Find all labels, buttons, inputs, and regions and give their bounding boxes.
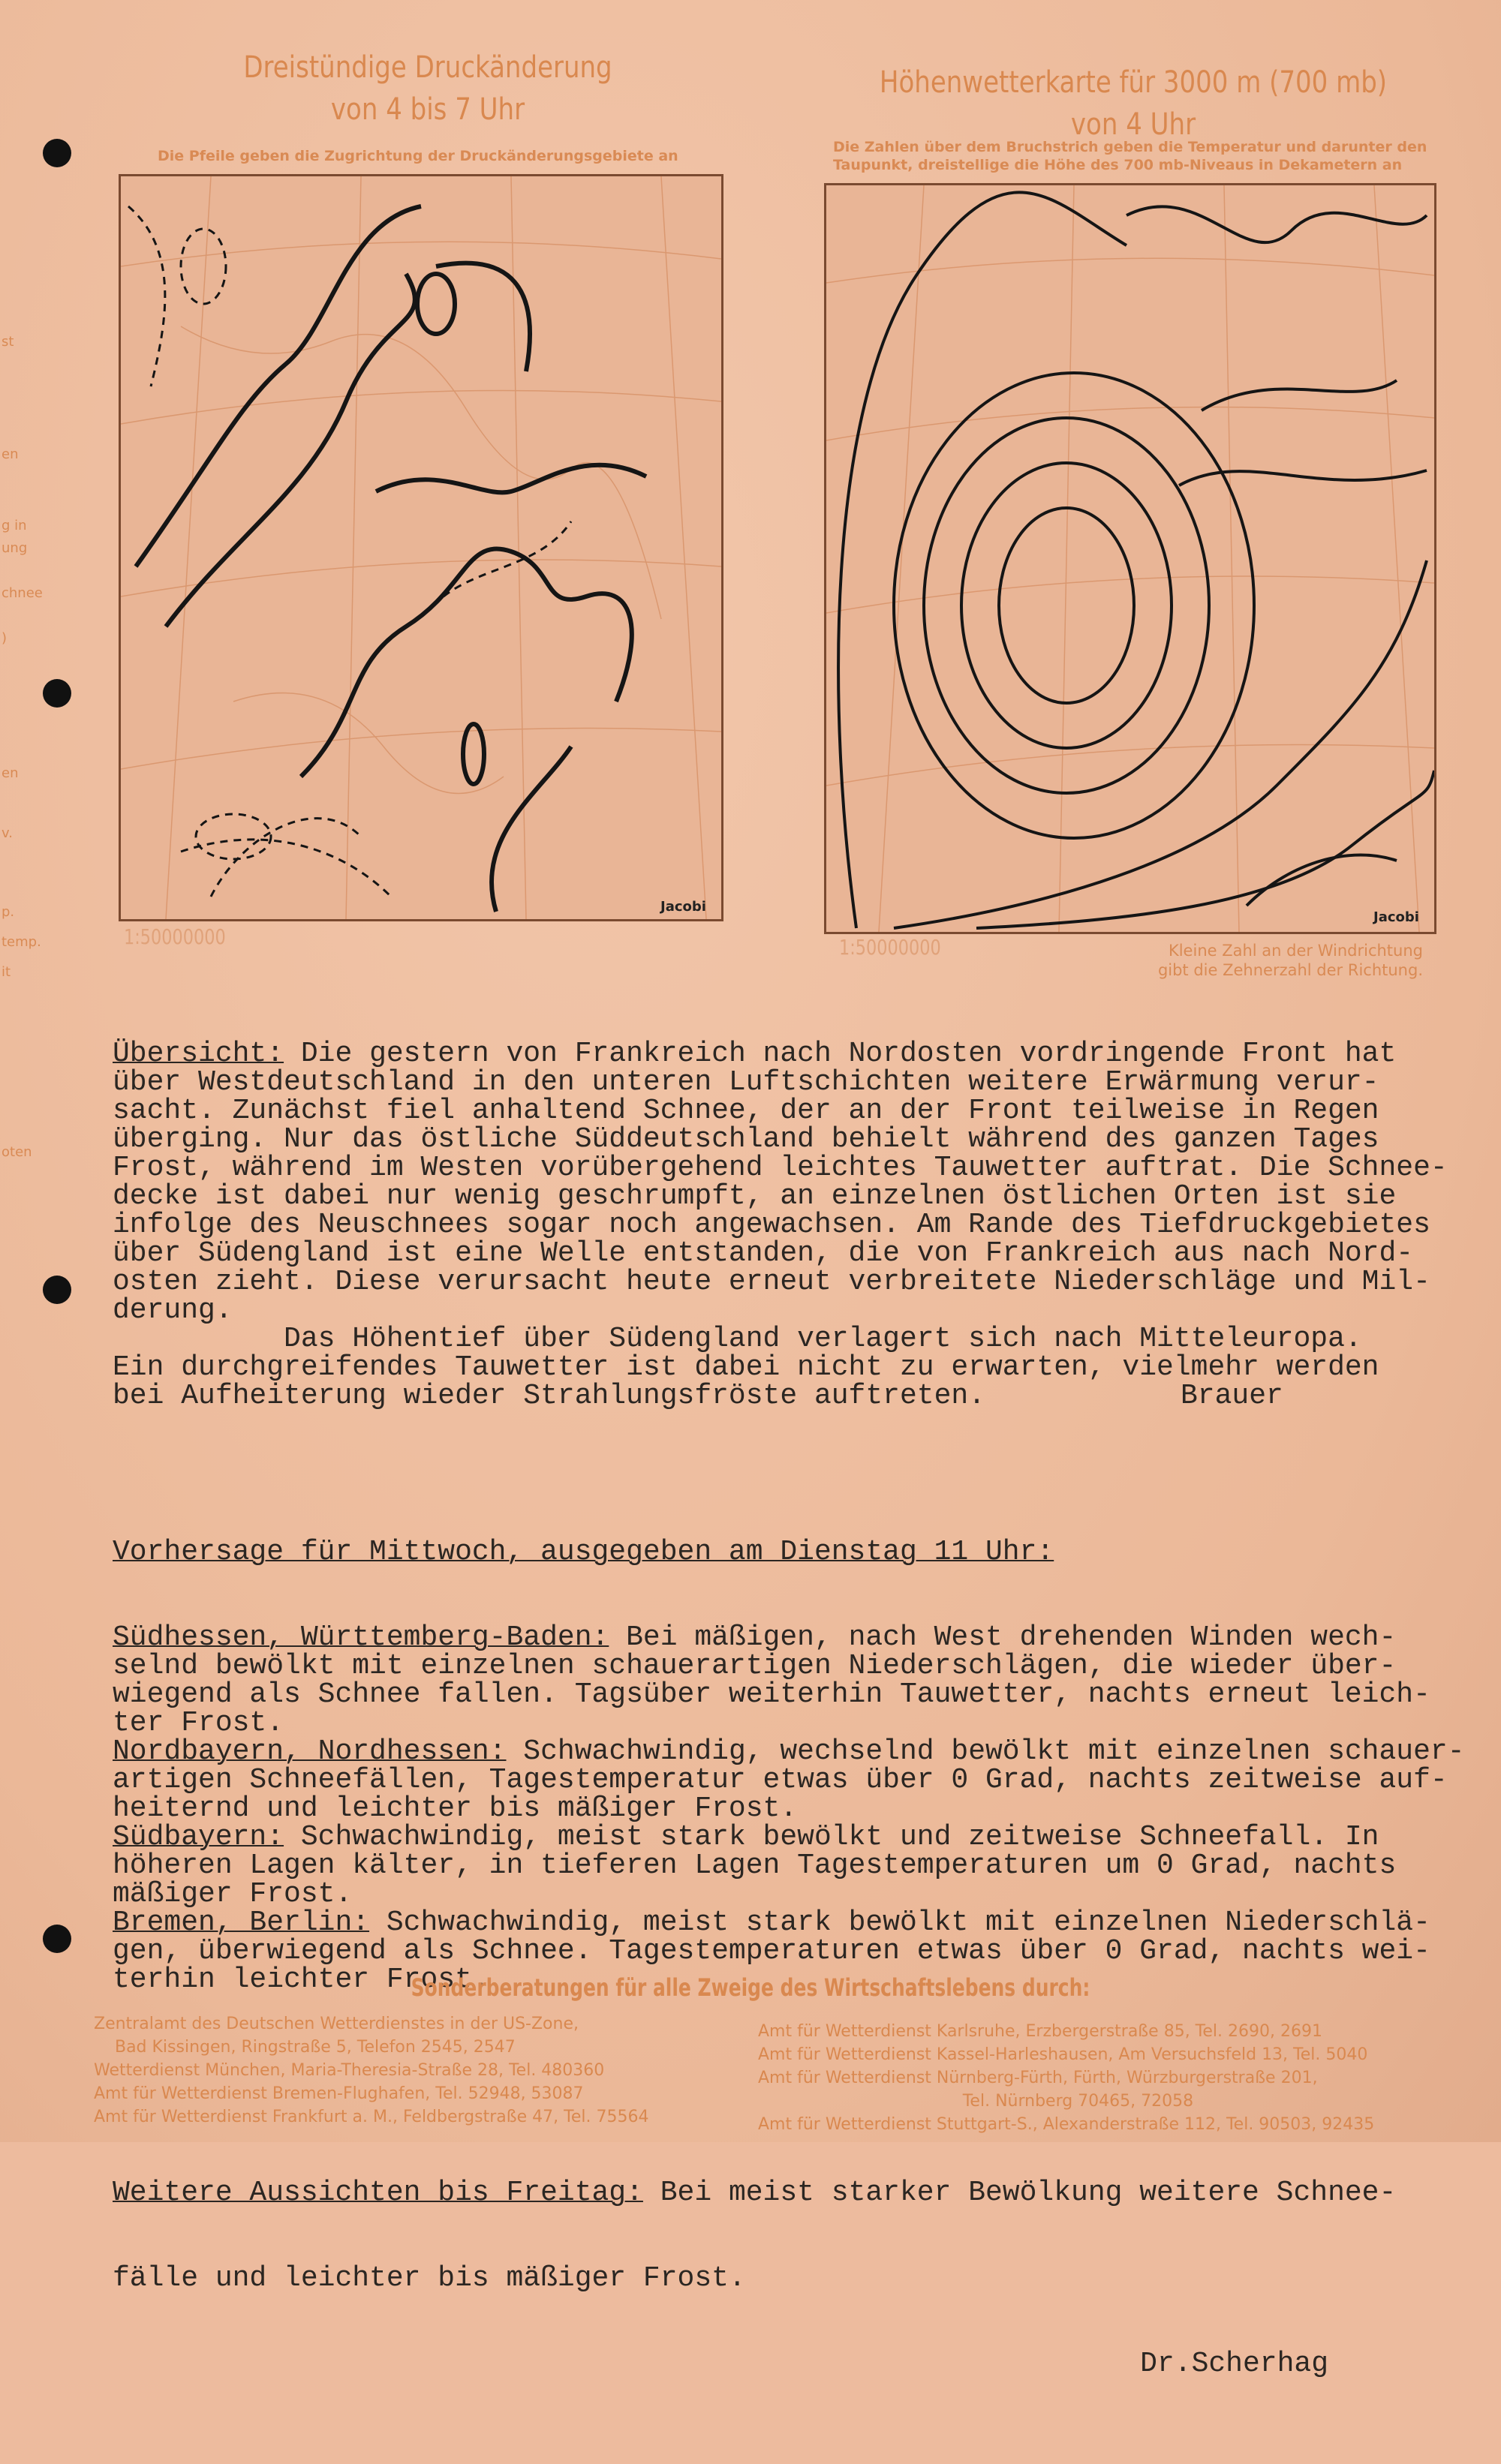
punch-hole: [43, 139, 71, 167]
region-line: [113, 1652, 1463, 1681]
margin-fragment: ung: [2, 540, 28, 556]
footer-heading: Sonderberatungen für alle Zweige des Wirtschaftslebens durch:: [411, 1973, 1090, 2002]
region-line: [113, 1792, 1463, 1825]
subtitle-line: Die Zahlen über dem Bruchstrich geben die Temperatur und darunter den: [833, 139, 1427, 155]
outlook-text: Bei meist starker Bewölkung weitere Schnee-: [642, 2177, 1397, 2209]
overview-line: [113, 1325, 1463, 1354]
region-text: wiegend als Schnee fallen. Tagsüber weiterhin Tauwetter, nachts erneut leich-: [113, 1678, 1430, 1711]
region-text: Schwachwindig, meist stark bewölkt mit einzelnen Niederschlä-: [369, 1907, 1430, 1939]
forecast-regions: [113, 1621, 1465, 1996]
overview-line: [113, 1040, 1463, 1068]
footer-address-line: Wetterdienst München, Maria-Theresia-Straße 28, Tel. 480360: [94, 2061, 605, 2080]
region-label: Südbayern:: [113, 1821, 284, 1853]
region-text: gen, überwiegend als Schnee. Tagestemperaturen etwas über 0 Grad, nachts wei-: [113, 1935, 1430, 1967]
note-line: Kleine Zahl an der Windrichtung: [1168, 942, 1423, 960]
region-line: [113, 1621, 1463, 1654]
right-map-title-line: von 4 Uhr: [1070, 107, 1196, 142]
region-text: höheren Lagen kälter, in tieferen Lagen Tagestemperaturen um 0 Grad, nachts: [113, 1850, 1397, 1882]
region-line: [113, 1852, 1463, 1880]
margin-fragment: temp.: [2, 934, 41, 950]
footer-right-addresses: [758, 2020, 1374, 2136]
outlook-section: [113, 2122, 1463, 2435]
footer-address-line: Amt für Wetterdienst Nürnberg-Fürth, Fürth, Würzburgerstraße 201,: [758, 2069, 1318, 2087]
overview-text: Die gestern von Frankreich nach Nordosten vordringende Front hat: [284, 1038, 1397, 1070]
margin-fragment: g in: [2, 518, 27, 533]
overview-line: [113, 1125, 1463, 1154]
overview-text: infolge des Neuschnees sogar noch angewachsen. Am Rande des Tiefdruckgebietes: [113, 1209, 1430, 1241]
region-text: selnd bewölkt mit einzelnen schauerartigen Niederschlägen, die wieder über-: [113, 1650, 1397, 1682]
region-text: artigen Schneefällen, Tagestemperatur etwas über 0 Grad, nachts zeitweise auf-: [113, 1764, 1448, 1796]
margin-fragment: en: [2, 765, 19, 781]
map-author: Jacobi: [1373, 909, 1419, 925]
right-map-subtitle: [833, 138, 1427, 174]
subtitle-line: Taupunkt, dreistellige die Höhe des 700 mb-Niveaus in Dekametern an: [833, 157, 1403, 173]
overview-text: derung.: [113, 1294, 233, 1327]
region-label: Nordbayern, Nordhessen:: [113, 1735, 507, 1768]
region-line: [113, 1709, 1463, 1738]
overview-section: [113, 1040, 1463, 1411]
overview-line: [113, 1211, 1463, 1240]
margin-fragment: oten: [2, 1144, 32, 1160]
overview-text: überging. Nur das östliche Süddeutschland behielt während des ganzen Tages: [113, 1123, 1379, 1155]
left-map-title-line: von 4 bis 7 Uhr: [330, 92, 525, 127]
footer-address-line: Amt für Wetterdienst Stuttgart-S., Alexanderstraße 112, Tel. 90503, 92435: [758, 2115, 1375, 2134]
outlook-label: Weitere Aussichten bis Freitag:: [113, 2177, 643, 2209]
map-author: Jacobi: [660, 899, 706, 915]
footer-address-line: Tel. Nürnberg 70465, 72058: [758, 2092, 1194, 2111]
pressure-change-map: [119, 174, 723, 921]
region-label: Bremen, Berlin:: [113, 1907, 370, 1939]
left-map-title-line: Dreistündige Druckänderung: [243, 50, 612, 85]
region-text: Schwachwindig, wechselnd bewölkt mit einzelnen schauer-: [506, 1735, 1465, 1768]
overview-line: [113, 1154, 1463, 1182]
wind-note: [1081, 941, 1423, 980]
overview-line: [113, 1268, 1463, 1297]
region-label: Südhessen, Württemberg-Baden:: [113, 1621, 609, 1654]
overview-text: decke ist dabei nur wenig geschrumpft, an einzelnen östlichen Orten ist sie: [113, 1180, 1397, 1212]
overview-line: [113, 1294, 1463, 1327]
right-map-title: [872, 62, 1395, 146]
footer-address-line: Amt für Wetterdienst Frankfurt a. M., Feldbergstraße 47, Tel. 75564: [94, 2108, 649, 2126]
overview-line: [113, 1382, 1463, 1411]
region-line: [113, 1909, 1463, 1937]
map-scale: 1:50000000: [124, 924, 226, 949]
margin-fragment: st: [2, 334, 14, 350]
overview-line: [113, 1237, 1463, 1270]
region-line: [113, 1880, 1463, 1909]
region-line: [113, 1678, 1463, 1711]
map-scale: 1:50000000: [839, 935, 941, 960]
overview-label: Übersicht:: [113, 1038, 284, 1070]
report-body: [113, 983, 1463, 2464]
region-line: [113, 1766, 1463, 1795]
signature: Dr.Scherhag: [1140, 2348, 1328, 2380]
overview-line: [113, 1068, 1463, 1097]
margin-fragment: en: [2, 446, 19, 462]
region-line: [113, 1937, 1463, 1966]
region-line: [113, 1823, 1463, 1852]
footer-address-line: Amt für Wetterdienst Kassel-Harleshausen, Am Versuchsfeld 13, Tel. 5040: [758, 2045, 1368, 2064]
region-line: [113, 1735, 1465, 1768]
overview-text: Das Höhentief über Südengland verlagert sich nach Mitteleuropa.: [113, 1323, 1362, 1355]
left-map-title: [205, 47, 651, 131]
region-text: terhin leichter Frost.: [113, 1964, 489, 1996]
region-text: ter Frost.: [113, 1707, 284, 1739]
overview-text: über Südengland ist eine Welle entstanden, die von Frankreich aus nach Nord-: [113, 1237, 1414, 1270]
overview-text: sacht. Zunächst fiel anhaltend Schnee, der an der Front teilweise in Regen: [113, 1095, 1379, 1127]
punch-hole: [43, 679, 71, 708]
outlook-text: fälle und leichter bis mäßiger Frost.: [113, 2262, 746, 2294]
region-text: heiternd und leichter bis mäßiger Frost.: [113, 1792, 798, 1825]
region-text: mäßiger Frost.: [113, 1878, 353, 1910]
margin-fragment: p.: [2, 904, 15, 920]
punch-hole: [43, 1276, 71, 1304]
note-line: gibt die Zehnerzahl der Richtung.: [1157, 961, 1423, 979]
overview-line: [113, 1182, 1463, 1211]
overview-text: osten zieht. Diese verursacht heute erneut verbreitete Niederschläge und Mil-: [113, 1266, 1430, 1298]
forecast-heading: Vorhersage für Mittwoch, ausgegeben am Dienstag 11 Uhr:: [113, 1536, 1054, 1568]
overview-text: Frost, während im Westen vorübergehend leichtes Tauwetter auftrat. Die Schnee-: [113, 1152, 1448, 1184]
punch-hole: [43, 1925, 71, 1953]
region-text: Bei mäßigen, nach West drehenden Winden wech-: [609, 1621, 1397, 1654]
overview-text: Ein durchgreifendes Tauwetter ist dabei nicht zu erwarten, vielmehr werden: [113, 1351, 1379, 1384]
footer-left-addresses: [94, 2012, 648, 2129]
left-map-subtitle: Die Pfeile geben die Zugrichtung der Druckänderungsgebiete an: [158, 148, 678, 164]
overview-line: [113, 1351, 1463, 1384]
upper-air-map: [824, 183, 1436, 934]
forecast-region: [113, 1735, 1465, 1825]
overview-text: über Westdeutschland in den unteren Luftschichten weitere Erwärmung verur-: [113, 1066, 1379, 1098]
right-map-title-line: Höhenwetterkarte für 3000 m (700 mb): [879, 65, 1388, 100]
margin-fragment: ): [2, 630, 8, 646]
overview-text: bei Aufheiterung wieder Strahlungsfröste auftreten.: [113, 1380, 985, 1412]
signature: Brauer: [1181, 1380, 1283, 1412]
forecast-region: [113, 1823, 1463, 1909]
forecast-region: [113, 1621, 1463, 1739]
footer-address-line: Bad Kissingen, Ringstraße 5, Telefon 2545, 2547: [94, 2038, 516, 2057]
margin-fragment: chnee: [2, 585, 43, 601]
overview-line: [113, 1097, 1463, 1125]
footer-address-line: Amt für Wetterdienst Bremen-Flughafen, Tel. 52948, 53087: [94, 2084, 584, 2103]
footer-address-line: Zentralamt des Deutschen Wetterdienstes in der US-Zone,: [94, 2015, 579, 2033]
footer-address-line: Amt für Wetterdienst Karlsruhe, Erzbergerstraße 85, Tel. 2690, 2691: [758, 2022, 1322, 2041]
region-text: Schwachwindig, meist stark bewölkt und zeitweise Schneefall. In: [284, 1821, 1379, 1853]
margin-fragment: it: [2, 964, 11, 980]
margin-fragment: v.: [2, 825, 13, 841]
